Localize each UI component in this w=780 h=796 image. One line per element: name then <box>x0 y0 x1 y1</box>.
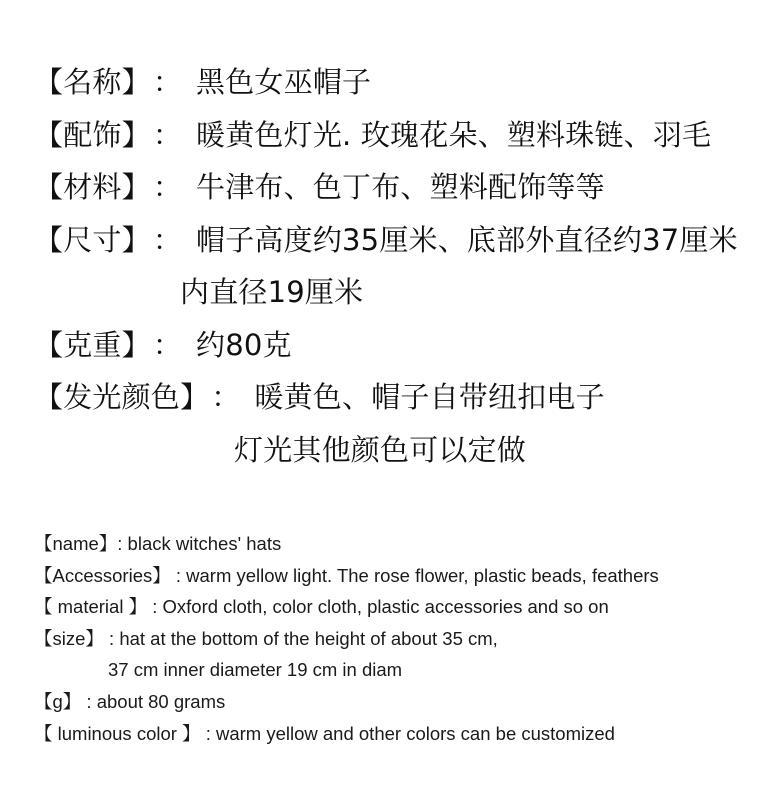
en-spec-size: 【size】 : hat at the bottom of the height of about 35 cm, <box>34 627 498 649</box>
spec-label: 【尺寸】 <box>34 222 151 257</box>
spec-name-row <box>34 56 764 109</box>
spec-value: 暖黄色、帽子自带纽扣电子 <box>254 380 605 414</box>
spec-separator: ： <box>152 170 183 204</box>
en-spec-accessories: 【Accessories】 : warm yellow light. The rose flower, plastic beads, feathers <box>34 564 659 586</box>
spec-separator: ： <box>152 327 183 362</box>
spec-label: 【发光颜色】 <box>34 380 210 414</box>
spec-label: 【材料】 <box>34 170 151 204</box>
en-spec-size-continuation: 37 cm inner diameter 19 cm in diam <box>108 659 403 681</box>
spec-separator: ： <box>211 380 241 414</box>
spec-value: 牛津布、色丁布、塑料配饰等等 <box>196 170 605 204</box>
spec-value: 帽子高度约35厘米、底部外直径约37厘米 <box>196 222 738 257</box>
en-spec-luminous-color: 【 luminous color 】 : warm yellow and other colors can be customized <box>34 722 615 744</box>
spec-accessories-row <box>34 109 764 162</box>
en-spec-name: 【name】: black witches' hats <box>34 533 282 554</box>
spec-size-row <box>34 214 764 267</box>
chinese-spec-list <box>34 56 764 476</box>
spec-separator: ： <box>152 117 183 152</box>
spec-glow-color-row <box>34 371 764 424</box>
spec-material-row <box>34 161 764 214</box>
spec-value: 黑色女巫帽子 <box>196 65 372 99</box>
spec-label: 【克重】 <box>34 327 151 362</box>
spec-glow-color-continuation: 灯光其他颜色可以定做 <box>234 432 527 467</box>
en-spec-material: 【 material 】 : Oxford cloth, color cloth, plastic accessories and so on <box>34 596 609 618</box>
spec-separator: ： <box>152 65 183 99</box>
spec-separator: ： <box>152 222 183 257</box>
spec-value: 暖黄色灯光. 玫瑰花朵、塑料珠链、羽毛 <box>196 117 712 152</box>
spec-label: 【名称】 <box>34 65 151 99</box>
spec-weight-row <box>34 319 764 372</box>
spec-label: 【配饰】 <box>34 117 151 152</box>
spec-size-continuation: 内直径19厘米 <box>180 275 364 309</box>
en-spec-weight: 【g】 : about 80 grams <box>34 690 226 712</box>
spec-value: 约80克 <box>196 327 292 362</box>
english-spec-list <box>34 528 764 749</box>
